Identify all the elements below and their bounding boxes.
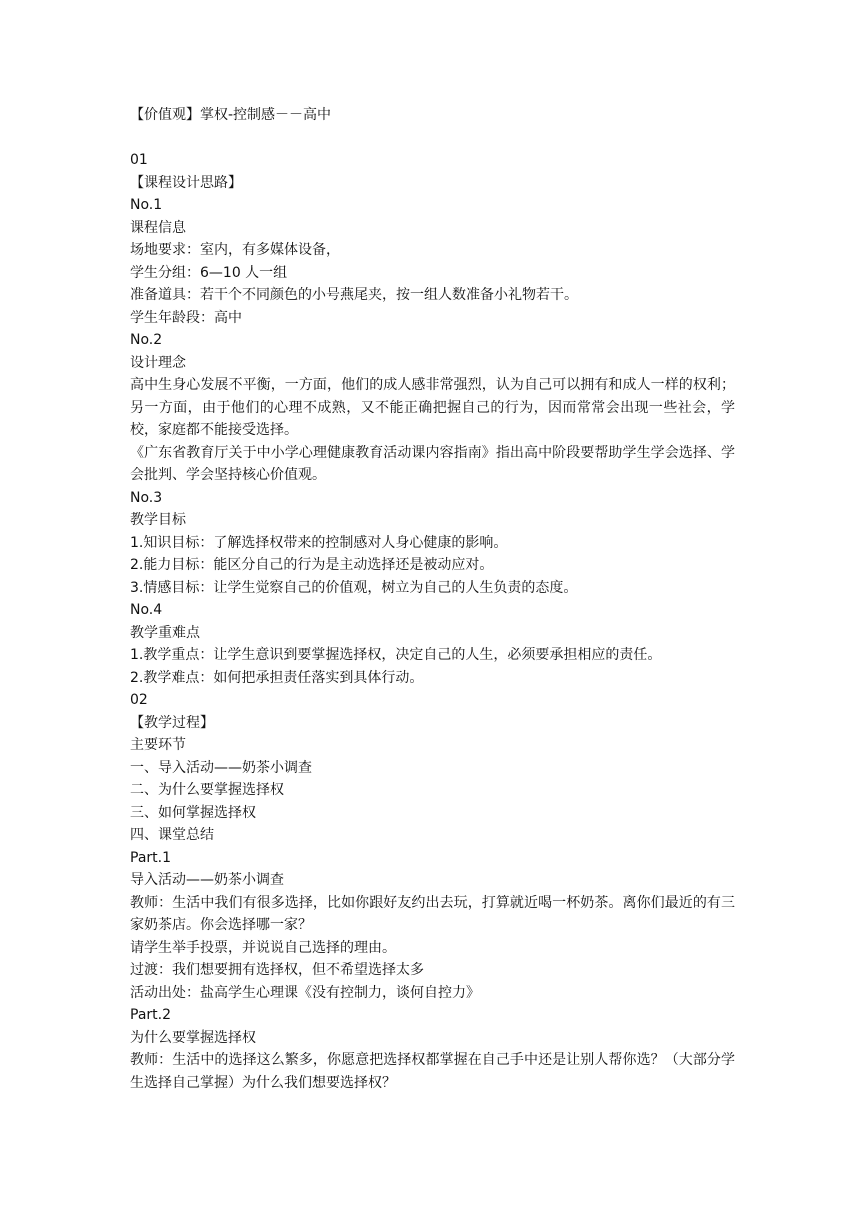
subsection-title: 设计理念 <box>130 354 186 371</box>
section-heading: 【课程设计思路】 <box>130 174 242 191</box>
section-number: 02 <box>130 692 148 708</box>
paragraph-line: 1.教学重点：让学生意识到要掌握选择权，决定自己的人生，必须要承担相应的责任。 <box>130 647 662 663</box>
paragraph-line: 2.教学难点：如何把承担责任落实到具体行动。 <box>130 669 424 686</box>
subsection-number: No.1 <box>130 197 163 213</box>
list-item: 三、如何掌握选择权 <box>130 804 256 821</box>
subsection-title: 教学重难点 <box>130 624 200 641</box>
list-item: 四、课堂总结 <box>130 827 214 843</box>
paragraph-line: 过渡：我们想要拥有选择权，但不希望选择太多 <box>130 962 424 978</box>
paragraph-line: 活动出处：盐高学生心理课《没有控制力，谈何自控力》 <box>130 984 480 1001</box>
paragraph-line: 请学生举手投票，并说说自己选择的理由。 <box>130 939 396 956</box>
paragraph: 教师：生活中的选择这么繁多，你愿意把选择权都掌握在自己手中还是让别人帮你选？（大部分学生选择自己掌握）为什么我们想要选择权？ <box>130 1052 735 1091</box>
document-body <box>130 104 735 1094</box>
subsection-number: No.2 <box>130 332 163 348</box>
paragraph-line: 2.能力目标：能区分自己的行为是主动选择还是被动应对。 <box>130 557 494 573</box>
part-number: Part.2 <box>130 1007 171 1023</box>
subsection-title: 教学目标 <box>130 512 186 528</box>
list-item: 一、导入活动——奶茶小调查 <box>130 759 312 776</box>
paragraph: 教师：生活中我们有很多选择，比如你跟好友约出去玩，打算就近喝一杯奶茶。离你们最近的有三家奶茶店。你会选择哪一家？ <box>130 894 735 933</box>
paragraph-line: 准备道具：若干个不同颜色的小号燕尾夹，按一组人数准备小礼物若干。 <box>130 287 578 303</box>
paragraph-line: 学生分组：6—10 人一组 <box>130 264 288 281</box>
list-item: 二、为什么要掌握选择权 <box>130 782 284 798</box>
paragraph-line: 场地要求：室内，有多媒体设备， <box>130 242 340 258</box>
blank-line <box>130 127 735 150</box>
paragraph: 《广东省教育厅关于中小学心理健康教育活动课内容指南》指出高中阶段要帮助学生学会选择、学会批判、学会坚持核心价值观。 <box>130 444 735 483</box>
paragraph: 高中生身心发展不平衡，一方面，他们的成人感非常强烈，认为自己可以拥有和成人一样的权利；另一方面，由于他们的心理不成熟，又不能正确把握自己的行为，因而常常会出现一些社会，学校，家庭都不能接受选择。 <box>130 377 735 438</box>
paragraph-line: 3.情感目标：让学生觉察自己的价值观，树立为自己的人生负责的态度。 <box>130 579 578 596</box>
subsection-title: 主要环节 <box>130 737 186 753</box>
subsection-number: No.4 <box>130 602 163 618</box>
paragraph-line: 学生年龄段：高中 <box>130 309 242 326</box>
subsection-title: 导入活动——奶茶小调查 <box>130 872 284 888</box>
subsection-number: No.3 <box>130 489 163 506</box>
paragraph-line: 1.知识目标：了解选择权带来的控制感对人身心健康的影响。 <box>130 534 508 551</box>
subsection-title: 课程信息 <box>130 219 186 236</box>
part-number: Part.1 <box>130 849 171 866</box>
section-heading: 【教学过程】 <box>130 714 214 731</box>
document-title: 【价值观】掌权-控制感－－高中 <box>130 107 332 123</box>
subsection-title: 为什么要掌握选择权 <box>130 1029 256 1046</box>
section-number: 01 <box>130 152 148 168</box>
